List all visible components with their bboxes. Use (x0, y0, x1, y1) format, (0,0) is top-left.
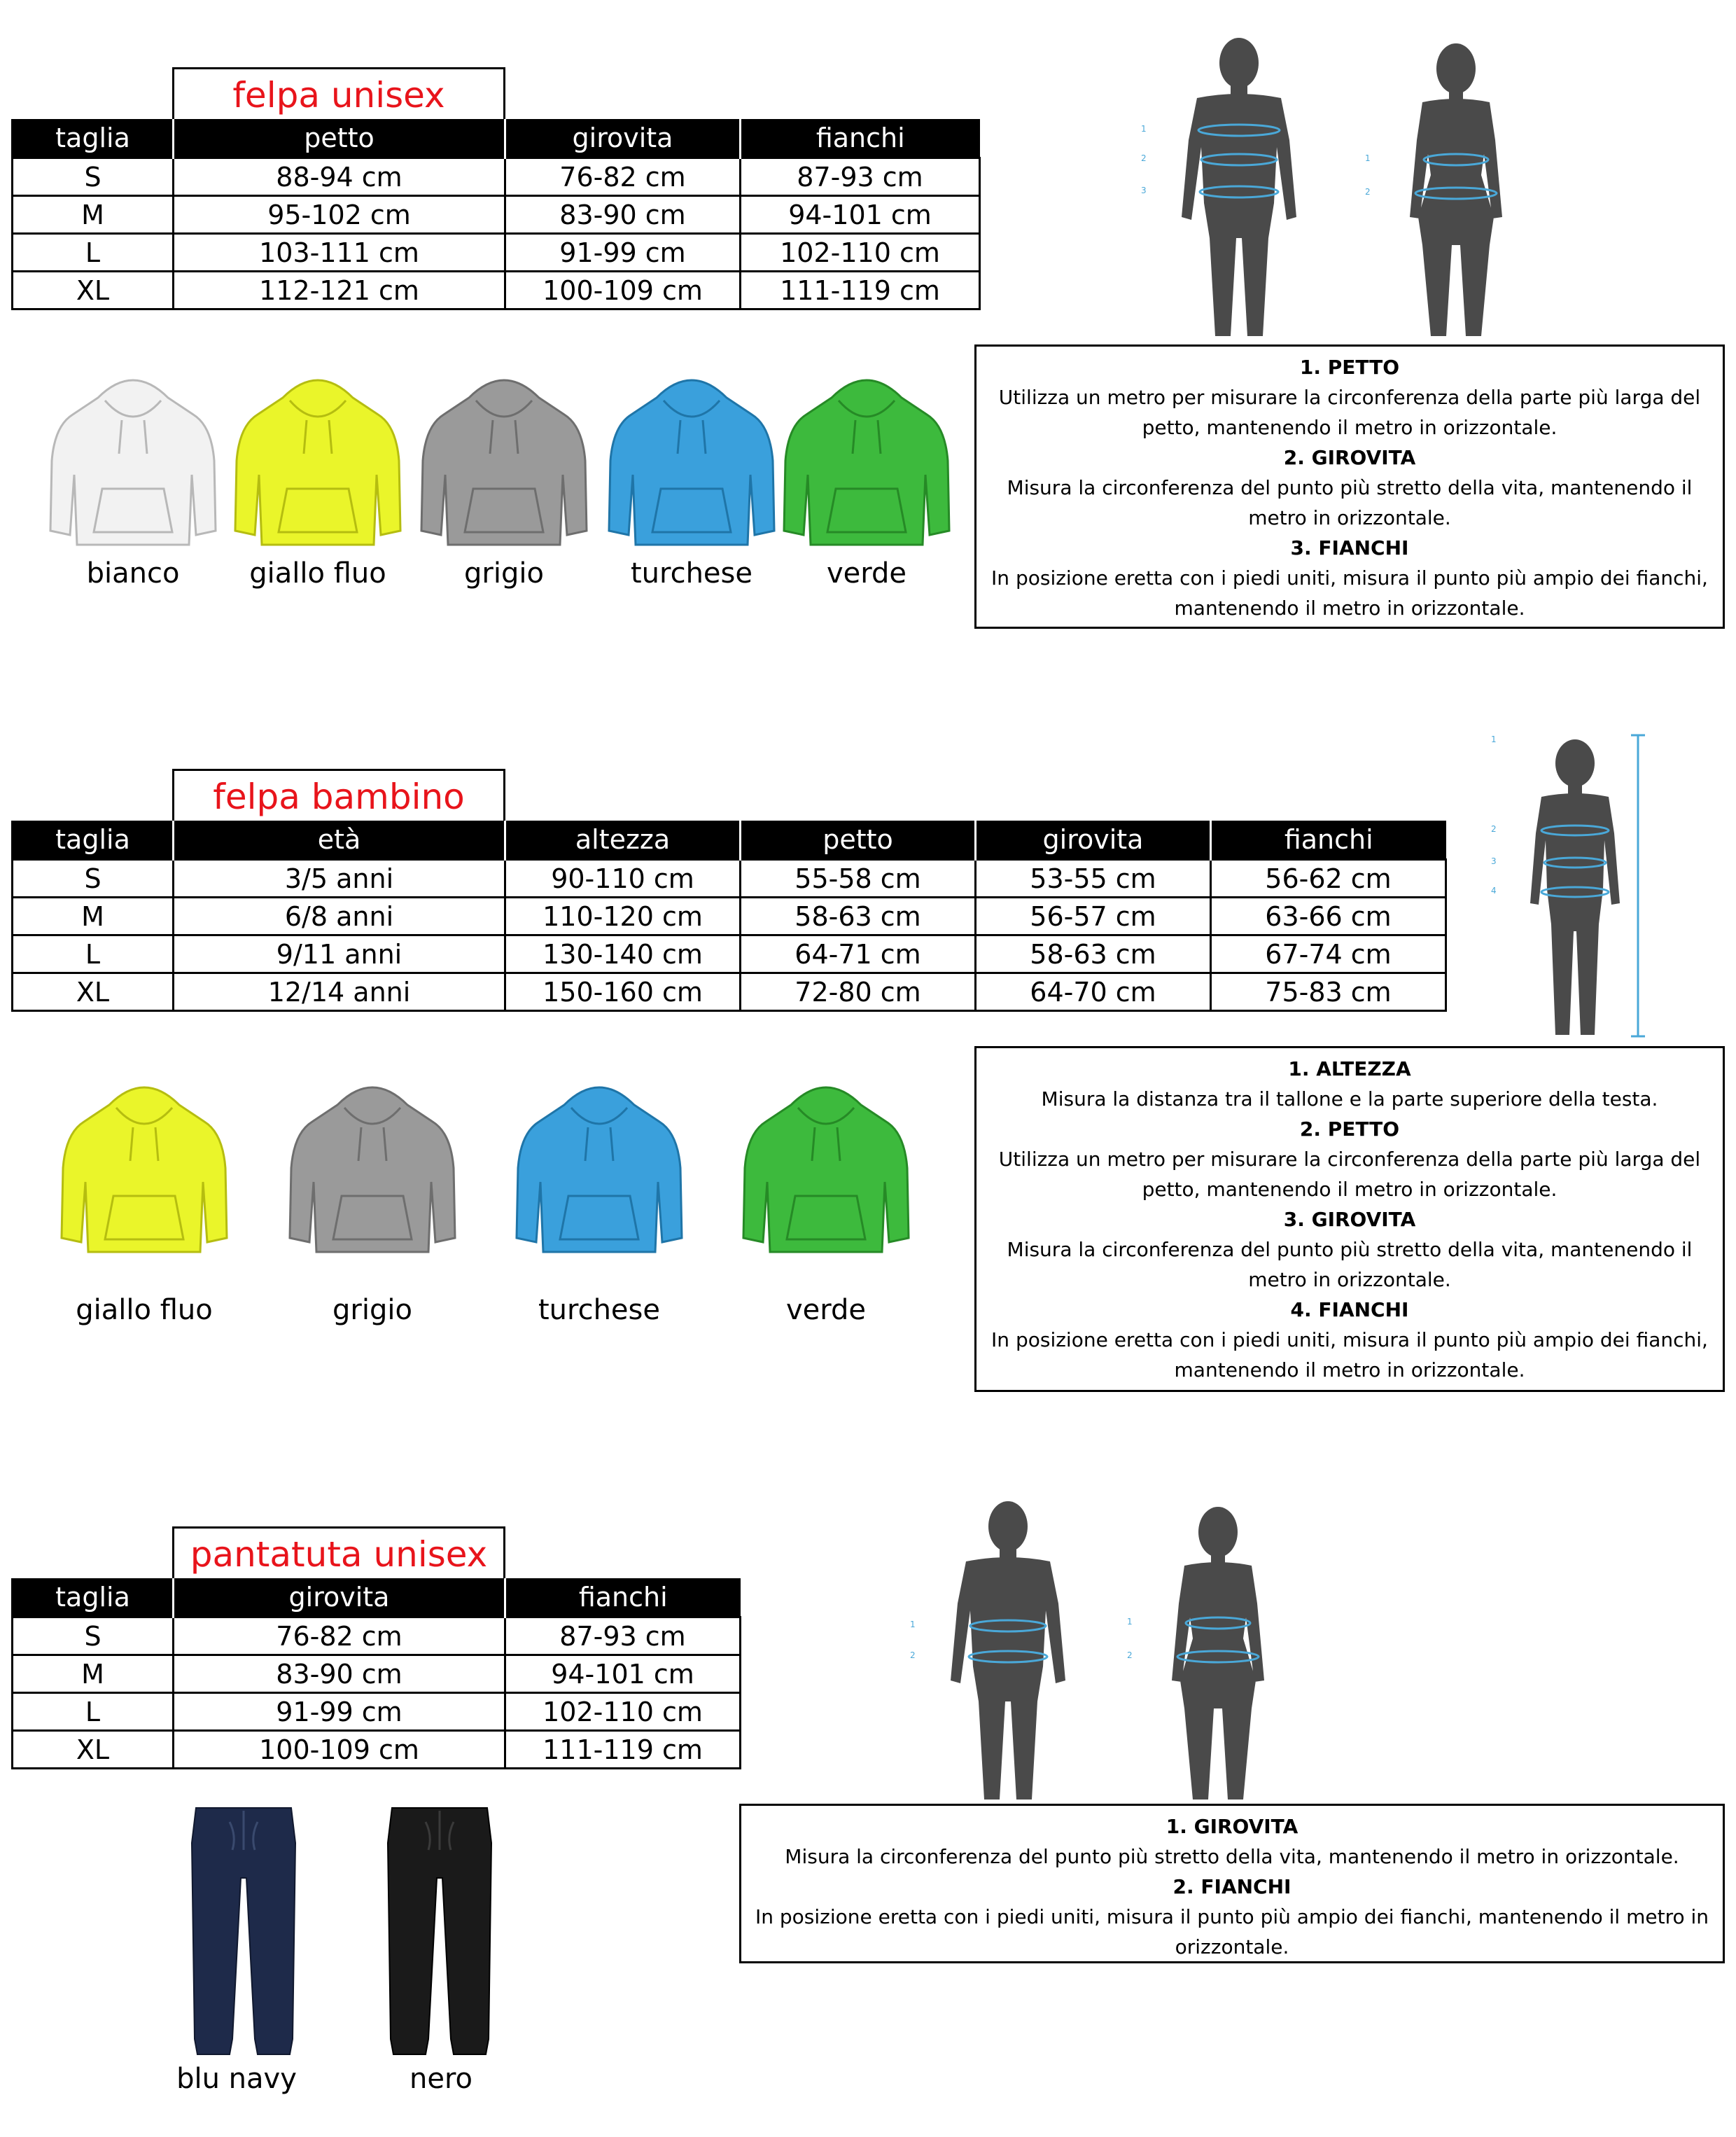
table-header-row (13, 119, 980, 158)
instruction-text: In posizione eretta con i piedi uniti, misura il punto più ampio dei fianchi, mantenendo il metro in orizzontale. (991, 1328, 1708, 1381)
table-cell: 72-80 cm (741, 973, 976, 1011)
col-header: taglia (13, 1578, 174, 1617)
table-cell: 102-110 cm (741, 234, 980, 272)
col-header: taglia (13, 119, 174, 158)
table-row (13, 860, 1446, 898)
instruction-text: Utilizza un metro per misurare la circonferenza della parte più larga del petto, mantenendo il metro in orizzontale. (998, 1148, 1701, 1201)
table-cell: 112-121 cm (174, 272, 505, 309)
table-cell: 56-57 cm (976, 898, 1211, 935)
table-cell: 3/5 anni (174, 860, 505, 898)
instruction-text: Misura la circonferenza del punto più stretto della vita, mantenendo il metro in orizzontale. (785, 1845, 1679, 1868)
table-cell: S (13, 1617, 174, 1655)
color-label: bianco (86, 557, 180, 590)
table-cell: 94-101 cm (505, 1655, 741, 1693)
table-cell: 56-62 cm (1211, 860, 1446, 898)
figure-mark: 1 (1491, 735, 1497, 744)
color-label: turchese (630, 557, 752, 590)
hoodie-giallo-fluo-image (60, 1077, 228, 1269)
felpa-bambino-size-table (11, 821, 1447, 1012)
table-row (13, 234, 980, 272)
table-cell: XL (13, 973, 174, 1011)
figure-mark: 3 (1141, 186, 1147, 195)
table-cell: 91-99 cm (505, 234, 741, 272)
table-row (13, 158, 980, 196)
table-cell: 150-160 cm (505, 973, 741, 1011)
instruction-heading: 1. ALTEZZA (1288, 1057, 1411, 1080)
felpa-bambino-title: felpa bambino (172, 769, 505, 822)
table-cell: M (13, 196, 174, 234)
male-body-figure-icon (903, 1491, 1113, 1807)
color-label: verde (785, 1294, 867, 1326)
instruction-heading: 3. FIANCHI (1290, 536, 1409, 559)
table-cell: 64-71 cm (741, 935, 976, 973)
table-row (13, 898, 1446, 935)
col-header: girovita (174, 1578, 505, 1617)
table-cell: 75-83 cm (1211, 973, 1446, 1011)
table-cell: 58-63 cm (976, 935, 1211, 973)
table-cell: 91-99 cm (174, 1693, 505, 1731)
col-header: fianchi (505, 1578, 741, 1617)
table-cell: 12/14 anni (174, 973, 505, 1011)
table-cell: 130-140 cm (505, 935, 741, 973)
table-row (13, 1655, 741, 1693)
col-header: fianchi (1211, 821, 1446, 860)
instruction-heading: 2. FIANCHI (1172, 1875, 1292, 1898)
hoodie-giallo-fluo-image (234, 370, 402, 562)
hoodie-verde-image (742, 1077, 910, 1269)
table-header-row (13, 821, 1446, 860)
figure-mark: 2 (1365, 187, 1371, 197)
hoodie-grigio-image (288, 1077, 456, 1269)
pantatuta-unisex-instructions (739, 1804, 1725, 1963)
color-label: giallo fluo (249, 557, 386, 590)
table-cell: 110-120 cm (505, 898, 741, 935)
table-cell: 58-63 cm (741, 898, 976, 935)
instruction-text: Misura la circonferenza del punto più stretto della vita, mantenendo il metro in orizzontale. (1007, 1238, 1693, 1291)
pants-blu-navy-image (188, 1801, 300, 2060)
table-cell: XL (13, 1731, 174, 1769)
table-cell: 63-66 cm (1211, 898, 1446, 935)
figure-mark: 2 (1141, 153, 1147, 163)
figure-mark: 2 (1491, 824, 1497, 834)
pantatuta-unisex-size-table (11, 1578, 741, 1769)
female-body-figure-icon (1358, 35, 1554, 343)
col-header: girovita (976, 821, 1211, 860)
instruction-heading: 3. GIROVITA (1283, 1208, 1416, 1231)
table-cell: 90-110 cm (505, 860, 741, 898)
table-cell: 100-109 cm (505, 272, 741, 309)
table-header-row (13, 1578, 741, 1617)
instruction-text: Misura la distanza tra il tallone e la parte superiore della testa. (1041, 1087, 1658, 1111)
col-header: età (174, 821, 505, 860)
table-cell: L (13, 1693, 174, 1731)
table-cell: 83-90 cm (174, 1655, 505, 1693)
instruction-heading: 1. GIROVITA (1166, 1815, 1298, 1838)
felpa-unisex-title: felpa unisex (172, 67, 505, 120)
table-cell: 76-82 cm (174, 1617, 505, 1655)
table-row (13, 973, 1446, 1011)
figure-mark: 1 (1365, 153, 1371, 163)
table-cell: 64-70 cm (976, 973, 1211, 1011)
table-cell: 88-94 cm (174, 158, 505, 196)
table-cell: 111-119 cm (505, 1731, 741, 1769)
hoodie-turchese-image (515, 1077, 683, 1269)
table-cell: 6/8 anni (174, 898, 505, 935)
color-label: verde (826, 557, 907, 590)
female-body-figure-icon (1120, 1498, 1316, 1807)
table-cell: 9/11 anni (174, 935, 505, 973)
figure-mark: 1 (1141, 124, 1147, 134)
color-label: grigio (464, 557, 544, 590)
table-row (13, 935, 1446, 973)
figure-mark: 1 (1127, 1617, 1133, 1627)
col-header: petto (741, 821, 976, 860)
table-cell: 83-90 cm (505, 196, 741, 234)
figure-mark: 3 (1491, 856, 1497, 866)
instruction-text: Misura la circonferenza del punto più stretto della vita, mantenendo il metro in orizzontale. (1007, 476, 1693, 529)
felpa-unisex-instructions (974, 344, 1725, 629)
color-label: turchese (538, 1294, 660, 1326)
color-label: nero (410, 2063, 472, 2095)
table-cell: M (13, 1655, 174, 1693)
table-cell: 94-101 cm (741, 196, 980, 234)
table-cell: 53-55 cm (976, 860, 1211, 898)
table-cell: 67-74 cm (1211, 935, 1446, 973)
hoodie-grigio-image (420, 370, 588, 562)
pants-nero-image (384, 1801, 496, 2060)
figure-mark: 4 (1491, 886, 1497, 896)
table-row (13, 1617, 741, 1655)
table-row (13, 272, 980, 309)
instruction-text: In posizione eretta con i piedi uniti, misura il punto più ampio dei fianchi, mantenendo il metro in orizzontale. (991, 566, 1708, 620)
figure-mark: 2 (1127, 1650, 1133, 1660)
table-cell: 95-102 cm (174, 196, 505, 234)
table-cell: 87-93 cm (741, 158, 980, 196)
table-row (13, 1693, 741, 1731)
color-label: giallo fluo (76, 1294, 213, 1326)
table-cell: 87-93 cm (505, 1617, 741, 1655)
col-header: taglia (13, 821, 174, 860)
instruction-text: In posizione eretta con i piedi uniti, misura il punto più ampio dei fianchi, mantenendo il metro in orizzontale. (755, 1905, 1709, 1958)
color-label: blu navy (176, 2063, 297, 2095)
table-row (13, 196, 980, 234)
instruction-heading: 2. PETTO (1299, 1118, 1400, 1141)
male-body-figure-icon (1134, 28, 1344, 343)
hoodie-bianco-image (49, 370, 217, 562)
child-body-figure-icon (1477, 728, 1659, 1043)
pantatuta-unisex-title: pantatuta unisex (172, 1526, 505, 1580)
figure-mark: 2 (910, 1650, 916, 1660)
col-header: petto (174, 119, 505, 158)
table-cell: 111-119 cm (741, 272, 980, 309)
instruction-heading: 4. FIANCHI (1290, 1298, 1409, 1321)
hoodie-verde-image (783, 370, 951, 562)
table-cell: XL (13, 272, 174, 309)
table-cell: 76-82 cm (505, 158, 741, 196)
table-cell: 100-109 cm (174, 1731, 505, 1769)
table-row (13, 1731, 741, 1769)
figure-mark: 1 (910, 1620, 916, 1629)
color-label: grigio (332, 1294, 412, 1326)
col-header: altezza (505, 821, 741, 860)
hoodie-turchese-image (608, 370, 776, 562)
felpa-unisex-size-table (11, 119, 981, 310)
instruction-text: Utilizza un metro per misurare la circonferenza della parte più larga del petto, mantenendo il metro in orizzontale. (998, 386, 1701, 439)
table-cell: 55-58 cm (741, 860, 976, 898)
table-cell: M (13, 898, 174, 935)
col-header: fianchi (741, 119, 980, 158)
table-cell: 102-110 cm (505, 1693, 741, 1731)
table-cell: L (13, 234, 174, 272)
table-cell: L (13, 935, 174, 973)
col-header: girovita (505, 119, 741, 158)
felpa-bambino-instructions (974, 1046, 1725, 1392)
instruction-heading: 2. GIROVITA (1283, 446, 1416, 469)
table-cell: S (13, 860, 174, 898)
table-cell: 103-111 cm (174, 234, 505, 272)
table-cell: S (13, 158, 174, 196)
instruction-heading: 1. PETTO (1299, 356, 1400, 379)
